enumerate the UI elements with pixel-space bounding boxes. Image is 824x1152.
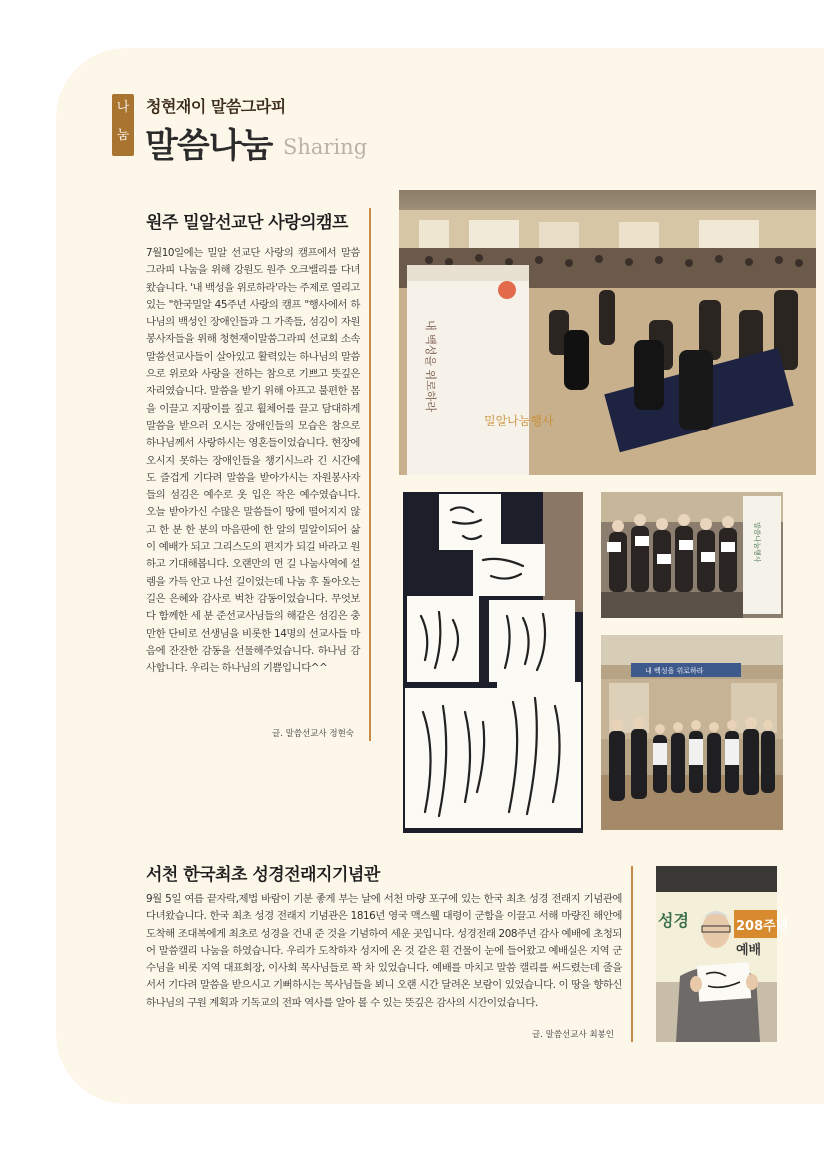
photo-team-group: [601, 635, 783, 830]
photo-banner-a: 성경: [658, 911, 689, 930]
page-subtitle: Sharing: [283, 135, 368, 159]
article2-byline: 글. 말씀선교사 최봉인: [532, 1030, 615, 1040]
badge-bottom-char: 눔: [116, 128, 130, 143]
photo-banner-c: 예배: [736, 943, 762, 958]
photo-calligraphy-cards: [403, 492, 583, 833]
photo-camp-hall: [399, 190, 816, 475]
article1-title: 원주 밀알선교단 사랑의캠프: [146, 213, 348, 233]
article2-rule: [631, 866, 633, 1042]
article2-body: 9월 5일 여름 끝자락,제법 바람이 기분 좋게 부는 날에 서천 마량 포구에 있는 한국 최초 성경 전래지 기념관에 다녀왔습니다. 한국 최초 성경 전래지 기념관은 1816년 영국 맥스웰 대령이 군함을 이끌고 서해 마량진 해안에 도착해 조대복에게 최초로 성경을 건내 준 것을 기념하여 세운 곳입니다. 성경전래 208주년 감사 예배에 초청되어 말씀캘리 나눔을 하였습니다. 우리가 도착하자 성지에 온 것 같은 흰 건물이 눈에 들어왔고 예배실은 지역 군수님을 비롯 지역 대표회장, 이사회 목사님들로 꽉 차 있었습니다. 예배를 마치고 말씀 캘리를 써드렸는데 줄을 서서 기다려 말씀을 받으시고 기뻐하시는 목사님들을 뵈니 오랜 시간 달려온 보람이 있었습니다. 이 땅을 향하신 하나님의 구원 계획과 기독교의 전파 역사를 알아 볼 수 있는 뜻깊은 감사의 시간이었습니다.: [146, 893, 622, 1009]
banner-main-text: 밀알나눔행사: [484, 414, 554, 428]
section-badge: [112, 94, 134, 156]
page-title: 말씀나눔: [145, 126, 273, 166]
hall-banner-text: 내 백성을 위로하라: [645, 667, 704, 675]
stand-banner-text: 말씀나눔행사: [753, 522, 761, 563]
article1-byline: 글. 말씀선교사 정현숙: [272, 729, 355, 739]
photo-man-with-card: [656, 866, 789, 1042]
article1-body: 7월10일에는 밀알 선교단 사랑의 캠프에서 말씀그라피 나눔을 위해 강원도 원주 오크밸리를 다녀왔습니다. '내 백성을 위로하라'라는 주제로 열리고 있는 "한국밀알 45주년 사랑의 캠프 "행사에서 하나님의 백성인 장애인들과 그 가족들, 섬김이 자원봉사자들을 위해 청현재이말씀그라피 선교회 소속 말씀선교사들이 살아있고 활력있는 하나님의 말씀으로 위로와 사랑을 전하는 참으로 기쁘고 뜻깊은 자리였습니다. 말씀을 받기 위해 아프고 불편한 몸을 이끌고 지팡이를 짚고 휠체어를 끌고 담대하게 말씀을 받으러 오시는 장애인들의 모습은 참으로 하나님께서 사랑하시는 영혼들이었습니다. 현장에 오시지 못하는 장애인들을 챙기시느라 긴 시간에도 즐겁게 기다려 말씀을 받아가시는 자원봉사자들의 섬김은 예수로 옷 입은 작은 예수였습니다. 오늘 받아가신 수많은 말씀들이 땅에 떨어지지 않고 한 분 한 분의 마음판에 한 알의 밀알이되어 삶이 예배가 되고 그리스도의 편지가 되길 바라고 원하고 기대해봅니다. 오랜만의 먼 길 나눔사역에 설렘을 가득 안고 나선 길이었는데 나눔 후 돌아오는 길은 은혜와 감사로 벅찬 감동이었습니다. 무엇보다 함께한 세 분 준선교사님들의 해같은 섬김은 충만한 단비로 선생님을 비롯한 14명의 선교사들 마음에 잔잔한 감동을 선물해주었습니다. 하나님 감사합니다. 우리는 하나님의 기쁨입니다^^: [146, 247, 360, 675]
photo-group-with-cards: [601, 492, 783, 618]
article2-title: 서천 한국최초 성경전래지기념관: [146, 865, 380, 885]
badge-top-char: 나: [116, 100, 130, 115]
article1-rule: [369, 208, 371, 741]
photo-banner-b: 208주년: [736, 919, 789, 934]
banner-vertical-text: 내 백성을 위로하라: [424, 320, 437, 413]
header-script-title: 청현재이 말씀그라피: [146, 97, 286, 116]
